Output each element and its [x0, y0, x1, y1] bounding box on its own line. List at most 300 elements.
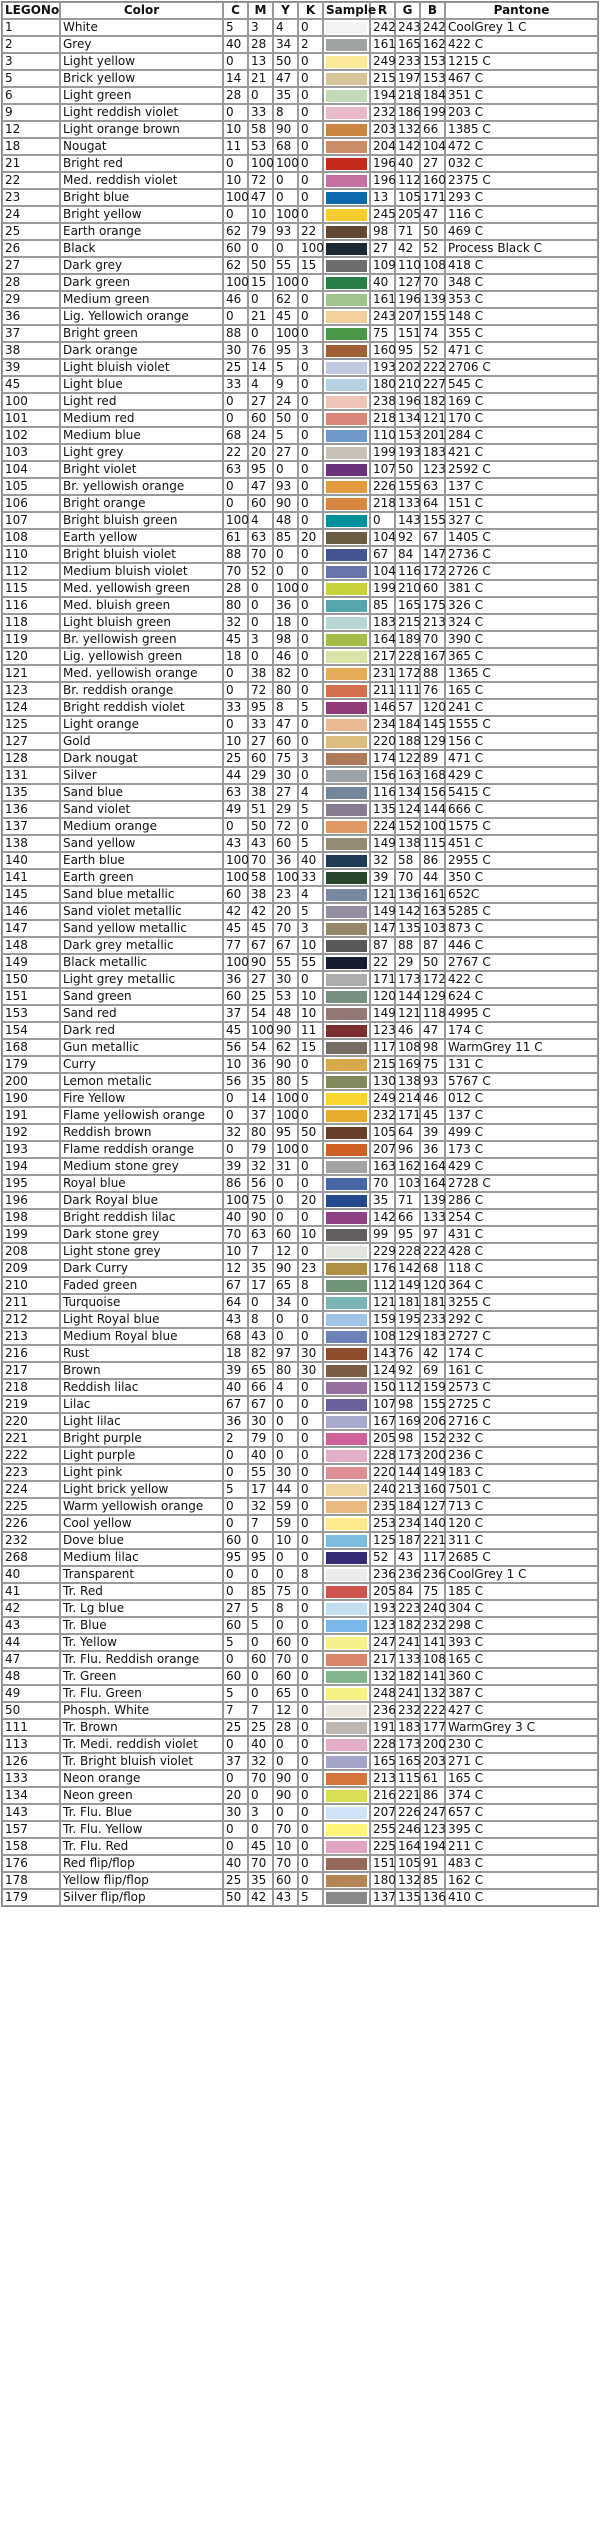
table-row [2, 19, 598, 36]
cell-g: 193 [395, 444, 420, 461]
cell-m: 75 [248, 1192, 273, 1209]
cell-k: 0 [298, 1294, 323, 1311]
cell-c: 88 [223, 325, 248, 342]
cell-k: 0 [298, 376, 323, 393]
cell-c: 70 [223, 1226, 248, 1243]
cell-c: 0 [223, 1838, 248, 1855]
cell-c: 36 [223, 971, 248, 988]
cell-color-name: Earth blue [60, 852, 223, 869]
cell-b: 184 [420, 87, 445, 104]
cell-sample [323, 818, 370, 835]
cell-m: 76 [248, 342, 273, 359]
cell-lego-no: 209 [2, 1260, 60, 1277]
color-swatch [326, 515, 367, 527]
cell-g: 132 [395, 1872, 420, 1889]
color-swatch [326, 107, 367, 119]
cell-c: 12 [223, 1260, 248, 1277]
cell-c: 25 [223, 1719, 248, 1736]
table-row [2, 1719, 598, 1736]
cell-y: 10 [273, 1532, 298, 1549]
cell-lego-no: 212 [2, 1311, 60, 1328]
cell-r: 240 [370, 1481, 395, 1498]
cell-k: 0 [298, 631, 323, 648]
cell-b: 86 [420, 1787, 445, 1804]
cell-k: 0 [298, 648, 323, 665]
cell-color-name: Bright violet [60, 461, 223, 478]
cell-m: 79 [248, 1141, 273, 1158]
cell-y: 10 [273, 1838, 298, 1855]
cell-lego-no: 147 [2, 920, 60, 937]
cell-g: 110 [395, 257, 420, 274]
cell-lego-no: 128 [2, 750, 60, 767]
cell-lego-no: 220 [2, 1413, 60, 1430]
table-row [2, 716, 598, 733]
table-row [2, 155, 598, 172]
cell-sample [323, 1889, 370, 1906]
cell-pantone: 364 C [445, 1277, 598, 1294]
cell-color-name: Earth green [60, 869, 223, 886]
cell-r: 238 [370, 393, 395, 410]
cell-k: 0 [298, 767, 323, 784]
cell-pantone: 2375 C [445, 172, 598, 189]
cell-c: 45 [223, 631, 248, 648]
cell-r: 199 [370, 580, 395, 597]
cell-sample [323, 393, 370, 410]
cell-b: 155 [420, 308, 445, 325]
cell-b: 93 [420, 1073, 445, 1090]
cell-c: 5 [223, 19, 248, 36]
table-row [2, 1753, 598, 1770]
cell-color-name: Sand yellow [60, 835, 223, 852]
cell-m: 28 [248, 36, 273, 53]
cell-g: 43 [395, 1549, 420, 1566]
cell-color-name: Dark grey metallic [60, 937, 223, 954]
cell-sample [323, 529, 370, 546]
color-swatch [326, 56, 367, 68]
cell-color-name: Bright bluish violet [60, 546, 223, 563]
cell-sample [323, 1056, 370, 1073]
cell-g: 243 [395, 19, 420, 36]
cell-r: 147 [370, 920, 395, 937]
cell-y: 0 [273, 1549, 298, 1566]
cell-color-name: Tr. Lg blue [60, 1600, 223, 1617]
cell-g: 138 [395, 1073, 420, 1090]
cell-g: 108 [395, 1039, 420, 1056]
cell-pantone: 183 C [445, 1464, 598, 1481]
cell-lego-no: 41 [2, 1583, 60, 1600]
cell-g: 133 [395, 495, 420, 512]
cell-m: 0 [248, 1787, 273, 1804]
cell-pantone: 395 C [445, 1821, 598, 1838]
table-row [2, 1464, 598, 1481]
table-row [2, 1073, 598, 1090]
cell-r: 183 [370, 614, 395, 631]
color-swatch [326, 1042, 367, 1054]
cell-m: 0 [248, 87, 273, 104]
cell-r: 245 [370, 206, 395, 223]
cell-b: 133 [420, 1209, 445, 1226]
color-swatch [326, 1841, 367, 1853]
cell-pantone: 472 C [445, 138, 598, 155]
cell-color-name: Black metallic [60, 954, 223, 971]
cell-m: 100 [248, 1022, 273, 1039]
table-row [2, 104, 598, 121]
cell-b: 159 [420, 1379, 445, 1396]
cell-m: 17 [248, 1277, 273, 1294]
cell-m: 95 [248, 461, 273, 478]
cell-y: 34 [273, 1294, 298, 1311]
cell-pantone: 351 C [445, 87, 598, 104]
cell-g: 112 [395, 172, 420, 189]
cell-y: 18 [273, 614, 298, 631]
cell-g: 241 [395, 1634, 420, 1651]
cell-sample [323, 801, 370, 818]
cell-b: 213 [420, 614, 445, 631]
cell-m: 0 [248, 325, 273, 342]
cell-sample [323, 1855, 370, 1872]
cell-sample [323, 410, 370, 427]
cell-lego-no: 18 [2, 138, 60, 155]
cell-b: 153 [420, 70, 445, 87]
cell-g: 84 [395, 546, 420, 563]
cell-color-name: Tr. Flu. Reddish orange [60, 1651, 223, 1668]
cell-m: 95 [248, 699, 273, 716]
color-swatch [326, 532, 367, 544]
cell-lego-no: 24 [2, 206, 60, 223]
cell-g: 127 [395, 274, 420, 291]
cell-m: 63 [248, 1226, 273, 1243]
cell-lego-no: 37 [2, 325, 60, 342]
cell-k: 0 [298, 1736, 323, 1753]
cell-r: 117 [370, 1039, 395, 1056]
cell-y: 8 [273, 1600, 298, 1617]
cell-k: 40 [298, 852, 323, 869]
table-row [2, 393, 598, 410]
cell-sample [323, 1379, 370, 1396]
cell-m: 65 [248, 1362, 273, 1379]
color-swatch [326, 1212, 367, 1224]
cell-k: 0 [298, 665, 323, 682]
cell-y: 9 [273, 376, 298, 393]
cell-y: 12 [273, 1702, 298, 1719]
color-swatch [326, 1195, 367, 1207]
color-swatch [326, 923, 367, 935]
cell-b: 183 [420, 1328, 445, 1345]
table-row [2, 1209, 598, 1226]
cell-r: 243 [370, 308, 395, 325]
cell-c: 5 [223, 1685, 248, 1702]
cell-sample [323, 1719, 370, 1736]
cell-sample [323, 699, 370, 716]
cell-color-name: Sand blue metallic [60, 886, 223, 903]
cell-b: 52 [420, 240, 445, 257]
cell-lego-no: 116 [2, 597, 60, 614]
cell-g: 182 [395, 1617, 420, 1634]
cell-k: 33 [298, 869, 323, 886]
color-swatch [326, 90, 367, 102]
cell-y: 35 [273, 87, 298, 104]
cell-pantone: 236 C [445, 1447, 598, 1464]
color-swatch [326, 1161, 367, 1173]
cell-color-name: Bright yellow [60, 206, 223, 223]
cell-c: 5 [223, 1634, 248, 1651]
cell-b: 70 [420, 631, 445, 648]
cell-m: 80 [248, 1124, 273, 1141]
cell-k: 0 [298, 1515, 323, 1532]
cell-k: 0 [298, 1175, 323, 1192]
cell-m: 0 [248, 291, 273, 308]
cell-pantone: 545 C [445, 376, 598, 393]
cell-g: 155 [395, 478, 420, 495]
cell-c: 0 [223, 495, 248, 512]
cell-g: 92 [395, 529, 420, 546]
table-row [2, 903, 598, 920]
cell-lego-no: 217 [2, 1362, 60, 1379]
cell-k: 0 [298, 206, 323, 223]
cell-k: 0 [298, 1107, 323, 1124]
cell-b: 123 [420, 1821, 445, 1838]
cell-c: 67 [223, 1396, 248, 1413]
cell-sample [323, 563, 370, 580]
cell-c: 42 [223, 903, 248, 920]
color-swatch [326, 821, 367, 833]
cell-lego-no: 146 [2, 903, 60, 920]
cell-color-name: Med. reddish violet [60, 172, 223, 189]
cell-b: 68 [420, 1260, 445, 1277]
table-row [2, 1532, 598, 1549]
cell-b: 200 [420, 1736, 445, 1753]
color-swatch [326, 1382, 367, 1394]
cell-lego-no: 22 [2, 172, 60, 189]
cell-k: 8 [298, 1566, 323, 1583]
cell-r: 121 [370, 1294, 395, 1311]
table-row [2, 1498, 598, 1515]
table-row [2, 767, 598, 784]
cell-b: 50 [420, 954, 445, 971]
cell-color-name: White [60, 19, 223, 36]
cell-k: 0 [298, 1328, 323, 1345]
cell-y: 47 [273, 70, 298, 87]
cell-sample [323, 478, 370, 495]
cell-m: 95 [248, 1549, 273, 1566]
color-swatch [326, 1858, 367, 1870]
cell-m: 29 [248, 767, 273, 784]
cell-k: 0 [298, 87, 323, 104]
cell-b: 129 [420, 733, 445, 750]
cell-r: 137 [370, 1889, 395, 1906]
cell-lego-no: 21 [2, 155, 60, 172]
cell-color-name: Flame yellowish orange [60, 1107, 223, 1124]
cell-lego-no: 196 [2, 1192, 60, 1209]
cell-y: 68 [273, 138, 298, 155]
cell-pantone: 5767 C [445, 1073, 598, 1090]
cell-sample [323, 189, 370, 206]
cell-y: 93 [273, 478, 298, 495]
cell-k: 0 [298, 104, 323, 121]
cell-k: 20 [298, 529, 323, 546]
cell-r: 253 [370, 1515, 395, 1532]
color-swatch [326, 1178, 367, 1190]
cell-pantone: 348 C [445, 274, 598, 291]
cell-k: 0 [298, 1481, 323, 1498]
cell-r: 112 [370, 1277, 395, 1294]
color-swatch [326, 957, 367, 969]
cell-y: 0 [273, 189, 298, 206]
cell-g: 76 [395, 1345, 420, 1362]
cell-m: 58 [248, 121, 273, 138]
cell-k: 5 [298, 835, 323, 852]
cell-m: 20 [248, 444, 273, 461]
cell-r: 191 [370, 1719, 395, 1736]
cell-lego-no: 191 [2, 1107, 60, 1124]
cell-color-name: Sand violet [60, 801, 223, 818]
cell-r: 207 [370, 1141, 395, 1158]
cell-y: 48 [273, 512, 298, 529]
cell-color-name: Light blue [60, 376, 223, 393]
cell-color-name: Tr. Flu. Blue [60, 1804, 223, 1821]
cell-r: 104 [370, 529, 395, 546]
cell-r: 218 [370, 495, 395, 512]
cell-lego-no: 178 [2, 1872, 60, 1889]
color-swatch [326, 906, 367, 918]
cell-sample [323, 325, 370, 342]
cell-sample [323, 1804, 370, 1821]
cell-b: 145 [420, 716, 445, 733]
cell-pantone: 2685 C [445, 1549, 598, 1566]
cell-g: 144 [395, 988, 420, 1005]
color-swatch [326, 1875, 367, 1887]
cell-g: 184 [395, 716, 420, 733]
color-swatch [326, 1076, 367, 1088]
cell-y: 30 [273, 1464, 298, 1481]
cell-m: 54 [248, 1039, 273, 1056]
cell-g: 165 [395, 1753, 420, 1770]
cell-pantone: 131 C [445, 1056, 598, 1073]
cell-sample [323, 53, 370, 70]
color-swatch [326, 226, 367, 238]
cell-m: 85 [248, 1583, 273, 1600]
color-swatch [326, 634, 367, 646]
cell-sample [323, 223, 370, 240]
cell-m: 90 [248, 954, 273, 971]
cell-y: 34 [273, 36, 298, 53]
cell-lego-no: 118 [2, 614, 60, 631]
cell-k: 10 [298, 937, 323, 954]
cell-color-name: Medium blue [60, 427, 223, 444]
cell-k: 5 [298, 903, 323, 920]
cell-b: 160 [420, 1481, 445, 1498]
cell-y: 46 [273, 648, 298, 665]
cell-lego-no: 101 [2, 410, 60, 427]
cell-y: 60 [273, 1668, 298, 1685]
table-row [2, 1107, 598, 1124]
table-row [2, 1022, 598, 1039]
cell-y: 65 [273, 1685, 298, 1702]
cell-g: 112 [395, 1379, 420, 1396]
table-row [2, 206, 598, 223]
table-row [2, 784, 598, 801]
cell-c: 0 [223, 1107, 248, 1124]
cell-sample [323, 869, 370, 886]
cell-g: 164 [395, 1838, 420, 1855]
cell-lego-no: 124 [2, 699, 60, 716]
cell-y: 4 [273, 19, 298, 36]
table-row [2, 138, 598, 155]
cell-k: 0 [298, 818, 323, 835]
header-c: C [223, 2, 248, 19]
cell-g: 173 [395, 971, 420, 988]
cell-g: 88 [395, 937, 420, 954]
cell-y: 59 [273, 1498, 298, 1515]
color-swatch [326, 158, 367, 170]
cell-color-name: Med. yellowish green [60, 580, 223, 597]
cell-r: 215 [370, 70, 395, 87]
cell-color-name: Gun metallic [60, 1039, 223, 1056]
cell-g: 195 [395, 1311, 420, 1328]
cell-y: 20 [273, 903, 298, 920]
cell-pantone: 2706 C [445, 359, 598, 376]
cell-b: 136 [420, 1889, 445, 1906]
cell-lego-no: 43 [2, 1617, 60, 1634]
table-row [2, 461, 598, 478]
cell-y: 90 [273, 1787, 298, 1804]
cell-m: 67 [248, 937, 273, 954]
table-row [2, 971, 598, 988]
table-row [2, 512, 598, 529]
cell-sample [323, 784, 370, 801]
cell-color-name: Light red [60, 393, 223, 410]
cell-color-name: Lig. yellowish green [60, 648, 223, 665]
color-swatch [326, 1059, 367, 1071]
cell-r: 203 [370, 121, 395, 138]
cell-m: 25 [248, 988, 273, 1005]
cell-pantone: Process Black C [445, 240, 598, 257]
cell-b: 140 [420, 1515, 445, 1532]
cell-y: 36 [273, 597, 298, 614]
cell-c: 20 [223, 1787, 248, 1804]
cell-c: 7 [223, 1702, 248, 1719]
cell-c: 60 [223, 1668, 248, 1685]
cell-sample [323, 444, 370, 461]
cell-color-name: Light bluish green [60, 614, 223, 631]
cell-y: 67 [273, 937, 298, 954]
cell-g: 124 [395, 801, 420, 818]
cell-pantone: 311 C [445, 1532, 598, 1549]
cell-y: 72 [273, 818, 298, 835]
cell-r: 27 [370, 240, 395, 257]
cell-m: 21 [248, 308, 273, 325]
cell-lego-no: 123 [2, 682, 60, 699]
cell-g: 151 [395, 325, 420, 342]
color-swatch [326, 1008, 367, 1020]
cell-pantone: 327 C [445, 512, 598, 529]
cell-g: 169 [395, 1413, 420, 1430]
table-row [2, 257, 598, 274]
cell-c: 28 [223, 580, 248, 597]
cell-c: 0 [223, 1583, 248, 1600]
cell-g: 162 [395, 1158, 420, 1175]
cell-y: 62 [273, 1039, 298, 1056]
cell-y: 30 [273, 971, 298, 988]
table-row [2, 121, 598, 138]
cell-y: 100 [273, 580, 298, 597]
cell-lego-no: 103 [2, 444, 60, 461]
cell-sample [323, 716, 370, 733]
cell-y: 55 [273, 257, 298, 274]
cell-y: 44 [273, 1481, 298, 1498]
cell-sample [323, 1515, 370, 1532]
cell-y: 50 [273, 410, 298, 427]
